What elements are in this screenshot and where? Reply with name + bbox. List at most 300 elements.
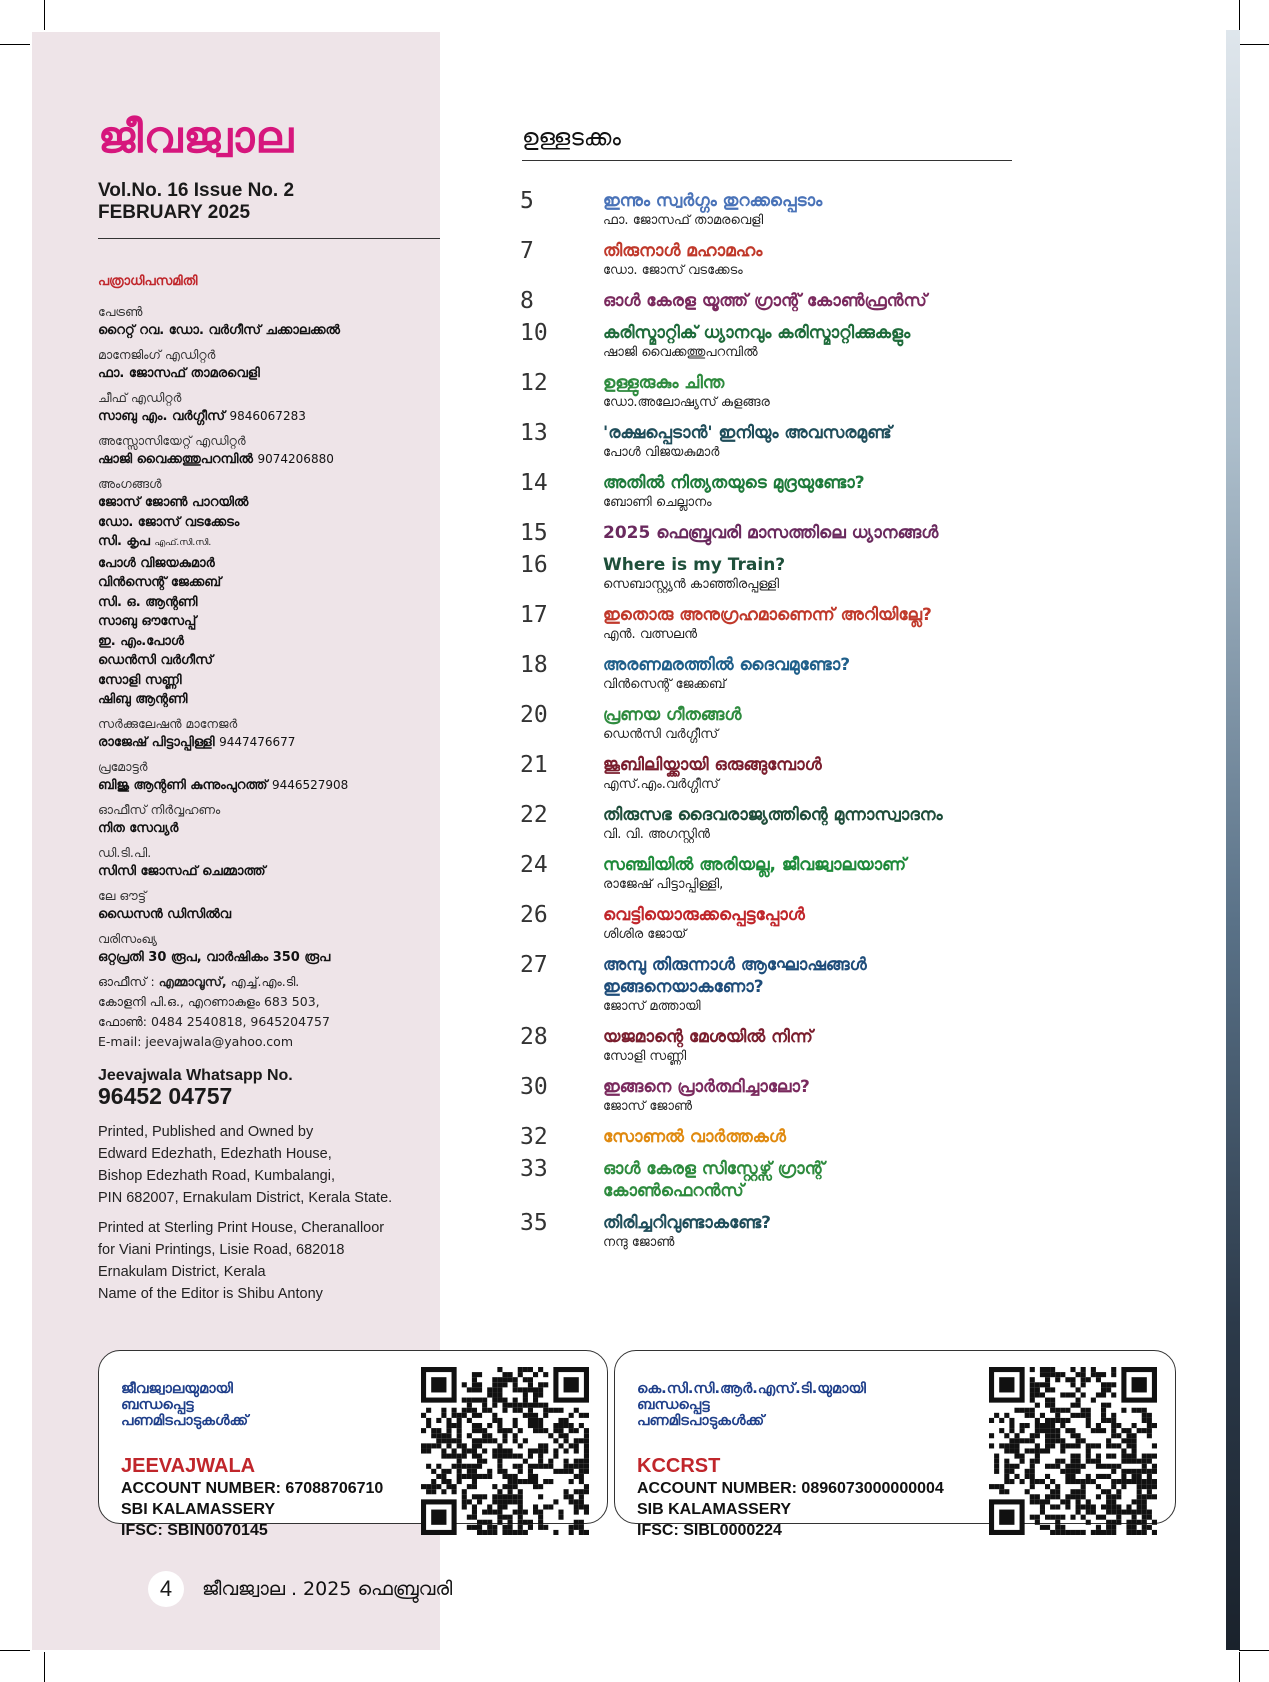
toc-entry[interactable]: [520, 322, 1020, 362]
toc-entry[interactable]: [520, 240, 1020, 280]
qr-module: [1055, 1515, 1060, 1520]
qr-module: [462, 1398, 467, 1403]
qr-module: [1035, 1454, 1040, 1459]
qr-module: [508, 1525, 513, 1530]
qr-module: [574, 1443, 579, 1448]
qr-module: [1076, 1438, 1081, 1443]
qr-module: [1106, 1474, 1111, 1479]
qr-module: [579, 1423, 584, 1428]
qr-module: [1142, 1408, 1147, 1413]
account-box-kccrst: [614, 1350, 1176, 1539]
qr-module: [584, 1484, 589, 1489]
qr-module: [1065, 1504, 1070, 1509]
qr-module: [1045, 1474, 1050, 1479]
qr-module: [1152, 1484, 1157, 1489]
qr-module: [584, 1469, 589, 1474]
qr-module: [1030, 1413, 1035, 1418]
qr-module: [502, 1438, 507, 1443]
qr-module: [1086, 1377, 1091, 1382]
qr-module: [523, 1403, 528, 1408]
address-line: [98, 972, 438, 992]
qr-module: [564, 1469, 569, 1474]
qr-module: [543, 1443, 548, 1448]
qr-module: [579, 1530, 584, 1535]
qr-module: [446, 1433, 451, 1438]
qr-module: [457, 1479, 462, 1484]
qr-module: [569, 1525, 574, 1530]
qr-module: [1070, 1454, 1075, 1459]
qr-module: [1111, 1392, 1116, 1397]
qr-module: [441, 1479, 446, 1484]
toc-entry[interactable]: [520, 1126, 1020, 1148]
qr-module: [1030, 1479, 1035, 1484]
qr-module: [1116, 1520, 1121, 1525]
qr-module: [1132, 1408, 1137, 1413]
qr-module: [1142, 1418, 1147, 1423]
qr-module: [513, 1510, 518, 1515]
qr-module: [574, 1438, 579, 1443]
qr-module: [564, 1489, 569, 1494]
qr-module: [1045, 1464, 1050, 1469]
qr-module: [538, 1448, 543, 1453]
qr-module: [523, 1367, 528, 1372]
qr-module: [558, 1469, 563, 1474]
toc-entry[interactable]: [520, 522, 1020, 544]
printer-info: [98, 1217, 438, 1305]
qr-module: [436, 1484, 441, 1489]
toc-entry[interactable]: [520, 554, 1020, 594]
qr-module: [523, 1530, 528, 1535]
qr-module: [472, 1494, 477, 1499]
qr-module: [1081, 1392, 1086, 1397]
qr-module: [1076, 1372, 1081, 1377]
qr-module: [513, 1382, 518, 1387]
qr-module: [452, 1489, 457, 1494]
toc-entry[interactable]: [520, 904, 1020, 944]
qr-module: [528, 1423, 533, 1428]
toc-entry[interactable]: [520, 604, 1020, 644]
qr-module: [1065, 1494, 1070, 1499]
qr-module: [1020, 1408, 1025, 1413]
qr-module: [508, 1474, 513, 1479]
qr-module: [446, 1428, 451, 1433]
qr-module: [1121, 1510, 1126, 1515]
qr-module: [1065, 1443, 1070, 1448]
printer-line: for Viani Printings, Lisie Road, 682018: [98, 1241, 345, 1258]
qr-module: [497, 1418, 502, 1423]
qr-module: [574, 1499, 579, 1504]
qr-module: [1116, 1515, 1121, 1520]
qr-module: [1137, 1428, 1142, 1433]
toc-author: എസ്.എം.വർഗ്ഗീസ്: [603, 777, 719, 792]
qr-module: [1106, 1494, 1111, 1499]
qr-module: [1091, 1398, 1096, 1403]
qr-module: [1045, 1438, 1050, 1443]
publisher-info: [98, 1121, 438, 1209]
qr-module: [528, 1382, 533, 1387]
qr-module: [1014, 1438, 1019, 1443]
qr-module: [1142, 1504, 1147, 1509]
qr-module: [1040, 1367, 1045, 1372]
qr-module: [533, 1392, 538, 1397]
qr-module: [1040, 1504, 1045, 1509]
issue-volume: Vol.No. 16 Issue No. 2: [98, 180, 295, 201]
qr-module: [528, 1367, 533, 1372]
qr-module: [1060, 1438, 1065, 1443]
qr-module: [1050, 1372, 1055, 1377]
staff-entry: [98, 388, 438, 427]
crop-mark: [0, 44, 30, 45]
toc-entry[interactable]: [520, 422, 1020, 462]
qr-module: [1126, 1428, 1131, 1433]
qr-module: [558, 1418, 563, 1423]
toc-entry[interactable]: [520, 1158, 1020, 1202]
qr-module: [1030, 1484, 1035, 1489]
qr-module: [492, 1484, 497, 1489]
qr-module: [1132, 1438, 1137, 1443]
qr-module: [492, 1398, 497, 1403]
toc-author: വിൻസെന്റ് ജേക്കബ്: [603, 677, 726, 692]
qr-module: [1050, 1494, 1055, 1499]
qr-module: [1045, 1448, 1050, 1453]
qr-module: [1035, 1459, 1040, 1464]
account-heading-line: ബന്ധപ്പെട്ട: [121, 1397, 194, 1413]
crop-mark: [1239, 44, 1269, 45]
qr-module: [1116, 1464, 1121, 1469]
qr-module: [1070, 1479, 1075, 1484]
qr-module: [1086, 1443, 1091, 1448]
qr-module: [1091, 1459, 1096, 1464]
qr-module: [1091, 1367, 1096, 1372]
qr-module: [533, 1448, 538, 1453]
editorial-board: [98, 272, 438, 1305]
qr-module: [1132, 1515, 1137, 1520]
qr-module: [1152, 1443, 1157, 1448]
qr-module: [1096, 1464, 1101, 1469]
qr-module: [497, 1459, 502, 1464]
qr-module: [1106, 1403, 1111, 1408]
phone-line: ഫോൺ: 0484 2540818, 9645204757: [98, 1013, 330, 1029]
toc-entry[interactable]: [520, 290, 1020, 312]
qr-module: [1045, 1367, 1050, 1372]
qr-module: [487, 1525, 492, 1530]
qr-module: [513, 1377, 518, 1382]
qr-module: [1076, 1459, 1081, 1464]
qr-module: [1065, 1377, 1070, 1382]
qr-module: [1020, 1454, 1025, 1459]
qr-module: [1091, 1530, 1096, 1535]
qr-module: [1126, 1530, 1131, 1535]
qr-module: [472, 1515, 477, 1520]
qr-module: [574, 1464, 579, 1469]
qr-module: [467, 1515, 472, 1520]
qr-module: [508, 1494, 513, 1499]
qr-module: [431, 1479, 436, 1484]
qr-module: [508, 1428, 513, 1433]
qr-module: [523, 1459, 528, 1464]
qr-module: [1055, 1525, 1060, 1530]
qr-module: [508, 1530, 513, 1535]
qr-module: [574, 1504, 579, 1509]
qr-module: [538, 1454, 543, 1459]
qr-module: [513, 1433, 518, 1438]
qr-module: [1147, 1489, 1152, 1494]
qr-module: [1147, 1418, 1152, 1423]
qr-module: [1111, 1504, 1116, 1509]
qr-module: [452, 1484, 457, 1489]
qr-module: [1055, 1418, 1060, 1423]
qr-module: [1101, 1413, 1106, 1418]
toc-entry[interactable]: [520, 372, 1020, 412]
qr-module: [528, 1413, 533, 1418]
qr-module: [436, 1438, 441, 1443]
toc-entry[interactable]: [520, 704, 1020, 744]
contents-heading: ഉള്ളടക്കം: [522, 125, 621, 151]
qr-module: [548, 1459, 553, 1464]
qr-module: [564, 1418, 569, 1423]
qr-module: [1126, 1510, 1131, 1515]
qr-module: [1076, 1494, 1081, 1499]
address-rest: എച്ച്.എം.ടി.: [230, 973, 300, 989]
qr-module: [1045, 1525, 1050, 1530]
qr-module: [528, 1464, 533, 1469]
toc-entry[interactable]: [520, 1026, 1020, 1066]
qr-module: [1004, 1443, 1009, 1448]
qr-module: [1126, 1520, 1131, 1525]
qr-module: [497, 1469, 502, 1474]
qr-module: [487, 1469, 492, 1474]
qr-module: [533, 1479, 538, 1484]
qr-module: [533, 1428, 538, 1433]
qr-module: [497, 1454, 502, 1459]
qr-module: [1101, 1489, 1106, 1494]
qr-module: [508, 1454, 513, 1459]
qr-module: [1070, 1433, 1075, 1438]
toc-page-number: 32: [520, 1124, 548, 1150]
qr-module: [1040, 1392, 1045, 1397]
qr-code-icon[interactable]: [421, 1367, 589, 1535]
qr-module: [528, 1479, 533, 1484]
qr-module: [1121, 1428, 1126, 1433]
qr-code-icon[interactable]: [989, 1367, 1157, 1535]
toc-entry[interactable]: [520, 954, 1020, 1016]
toc-entry[interactable]: [520, 190, 1020, 230]
qr-module: [492, 1413, 497, 1418]
qr-module: [1050, 1489, 1055, 1494]
qr-module: [569, 1443, 574, 1448]
qr-module: [502, 1504, 507, 1509]
qr-module: [574, 1474, 579, 1479]
toc-page-number: 13: [520, 420, 548, 446]
qr-module: [487, 1438, 492, 1443]
qr-module: [1137, 1530, 1142, 1535]
qr-module: [538, 1525, 543, 1530]
qr-module: [584, 1459, 589, 1464]
qr-module: [508, 1372, 513, 1377]
qr-module: [1076, 1443, 1081, 1448]
qr-module: [1055, 1377, 1060, 1382]
qr-module: [1035, 1428, 1040, 1433]
qr-module: [1091, 1372, 1096, 1377]
toc-page-number: 8: [520, 288, 534, 314]
qr-module: [574, 1428, 579, 1433]
qr-module: [1035, 1520, 1040, 1525]
qr-module: [1116, 1504, 1121, 1509]
qr-module: [518, 1408, 523, 1413]
qr-module: [1070, 1494, 1075, 1499]
qr-module: [533, 1372, 538, 1377]
member-name: സി. ഒ. ആന്റണി: [98, 594, 198, 610]
qr-module: [533, 1464, 538, 1469]
qr-module: [446, 1423, 451, 1428]
subscription-label: വരിസംഖ്യ: [98, 930, 157, 946]
qr-module: [564, 1448, 569, 1453]
qr-module: [431, 1428, 436, 1433]
toc-entry[interactable]: [520, 754, 1020, 794]
qr-module: [508, 1479, 513, 1484]
qr-module: [477, 1459, 482, 1464]
qr-module: [426, 1484, 431, 1489]
qr-module: [518, 1520, 523, 1525]
qr-module: [1040, 1413, 1045, 1418]
staff-entry: [98, 302, 438, 341]
qr-module: [1106, 1525, 1111, 1530]
qr-module: [1126, 1479, 1131, 1484]
qr-module: [553, 1499, 558, 1504]
qr-module: [1111, 1499, 1116, 1504]
qr-module: [1121, 1459, 1126, 1464]
qr-module: [467, 1484, 472, 1489]
qr-module: [1065, 1499, 1070, 1504]
qr-module: [1152, 1423, 1157, 1428]
toc-entry[interactable]: [520, 472, 1020, 512]
qr-module: [1030, 1499, 1035, 1504]
toc-entry[interactable]: [520, 854, 1020, 894]
qr-module: [1020, 1428, 1025, 1433]
qr-module: [538, 1515, 543, 1520]
qr-module: [538, 1367, 543, 1372]
qr-module: [584, 1433, 589, 1438]
qr-module: [553, 1423, 558, 1428]
qr-module: [1045, 1484, 1050, 1489]
qr-module: [1111, 1413, 1116, 1418]
qr-module: [472, 1525, 477, 1530]
qr-module: [1147, 1459, 1152, 1464]
qr-module: [462, 1443, 467, 1448]
qr-module: [1030, 1464, 1035, 1469]
qr-module: [1132, 1520, 1137, 1525]
qr-module: [1142, 1454, 1147, 1459]
subscription: [98, 929, 438, 968]
qr-module: [1147, 1433, 1152, 1438]
qr-module: [1111, 1525, 1116, 1530]
qr-module: [1121, 1469, 1126, 1474]
qr-module: [999, 1443, 1004, 1448]
qr-module: [1030, 1494, 1035, 1499]
qr-module: [1055, 1459, 1060, 1464]
qr-module: [1116, 1433, 1121, 1438]
toc-entry[interactable]: [520, 1212, 1020, 1252]
qr-module: [487, 1520, 492, 1525]
qr-module: [1101, 1382, 1106, 1387]
qr-module: [1081, 1382, 1086, 1387]
qr-module: [492, 1382, 497, 1387]
qr-module: [477, 1520, 482, 1525]
qr-module: [492, 1530, 497, 1535]
toc-author: പോൾ വിജയകുമാർ: [603, 445, 720, 460]
qr-module: [1081, 1494, 1086, 1499]
qr-module: [518, 1494, 523, 1499]
qr-module: [1121, 1479, 1126, 1484]
toc-title: 2025 ഫെബ്രുവരി മാസത്തിലെ ധ്യാനങ്ങൾ: [603, 523, 939, 543]
qr-module: [436, 1474, 441, 1479]
qr-module: [1076, 1454, 1081, 1459]
qr-module: [502, 1372, 507, 1377]
qr-module: [564, 1494, 569, 1499]
qr-module: [1081, 1372, 1086, 1377]
staff-name-text: രാജേഷ് പിട്ടാപ്പിള്ളി: [98, 735, 215, 750]
qr-module: [1111, 1423, 1116, 1428]
qr-module: [1116, 1443, 1121, 1448]
qr-module: [497, 1494, 502, 1499]
qr-module: [513, 1530, 518, 1535]
qr-module: [436, 1428, 441, 1433]
qr-module: [497, 1489, 502, 1494]
qr-module: [1009, 1443, 1014, 1448]
qr-module: [1030, 1474, 1035, 1479]
qr-module: [1152, 1479, 1157, 1484]
qr-module: [502, 1525, 507, 1530]
toc-entry[interactable]: [520, 654, 1020, 694]
qr-module: [1116, 1510, 1121, 1515]
qr-module: [1004, 1413, 1009, 1418]
qr-module: [1142, 1469, 1147, 1474]
qr-module: [426, 1489, 431, 1494]
qr-module: [1070, 1469, 1075, 1474]
qr-module: [584, 1413, 589, 1418]
account-heading: [637, 1381, 866, 1429]
qr-module: [579, 1494, 584, 1499]
qr-module: [1050, 1515, 1055, 1520]
qr-module: [999, 1428, 1004, 1433]
qr-module: [1020, 1459, 1025, 1464]
qr-module: [472, 1448, 477, 1453]
qr-module: [462, 1454, 467, 1459]
qr-module: [457, 1474, 462, 1479]
qr-module: [533, 1484, 538, 1489]
qr-module: [1142, 1499, 1147, 1504]
toc-entry[interactable]: [520, 1076, 1020, 1116]
qr-module: [508, 1499, 513, 1504]
qr-module: [482, 1494, 487, 1499]
qr-module: [1055, 1433, 1060, 1438]
toc-entry[interactable]: [520, 804, 1020, 844]
masthead-logo: ജീവജ്വാല: [98, 112, 295, 163]
qr-module: [1025, 1474, 1030, 1479]
qr-module: [502, 1484, 507, 1489]
qr-module: [497, 1392, 502, 1397]
toc-title: കരിസ്മാറ്റിക് ധ്യാനവും കരിസ്മാറ്റിക്കുകളും: [603, 323, 911, 343]
qr-module: [497, 1499, 502, 1504]
qr-module: [543, 1504, 548, 1509]
qr-module: [1055, 1489, 1060, 1494]
qr-module: [518, 1515, 523, 1520]
qr-module: [487, 1423, 492, 1428]
qr-module: [548, 1504, 553, 1509]
qr-module: [538, 1418, 543, 1423]
qr-module: [1030, 1367, 1035, 1372]
qr-module: [1035, 1387, 1040, 1392]
